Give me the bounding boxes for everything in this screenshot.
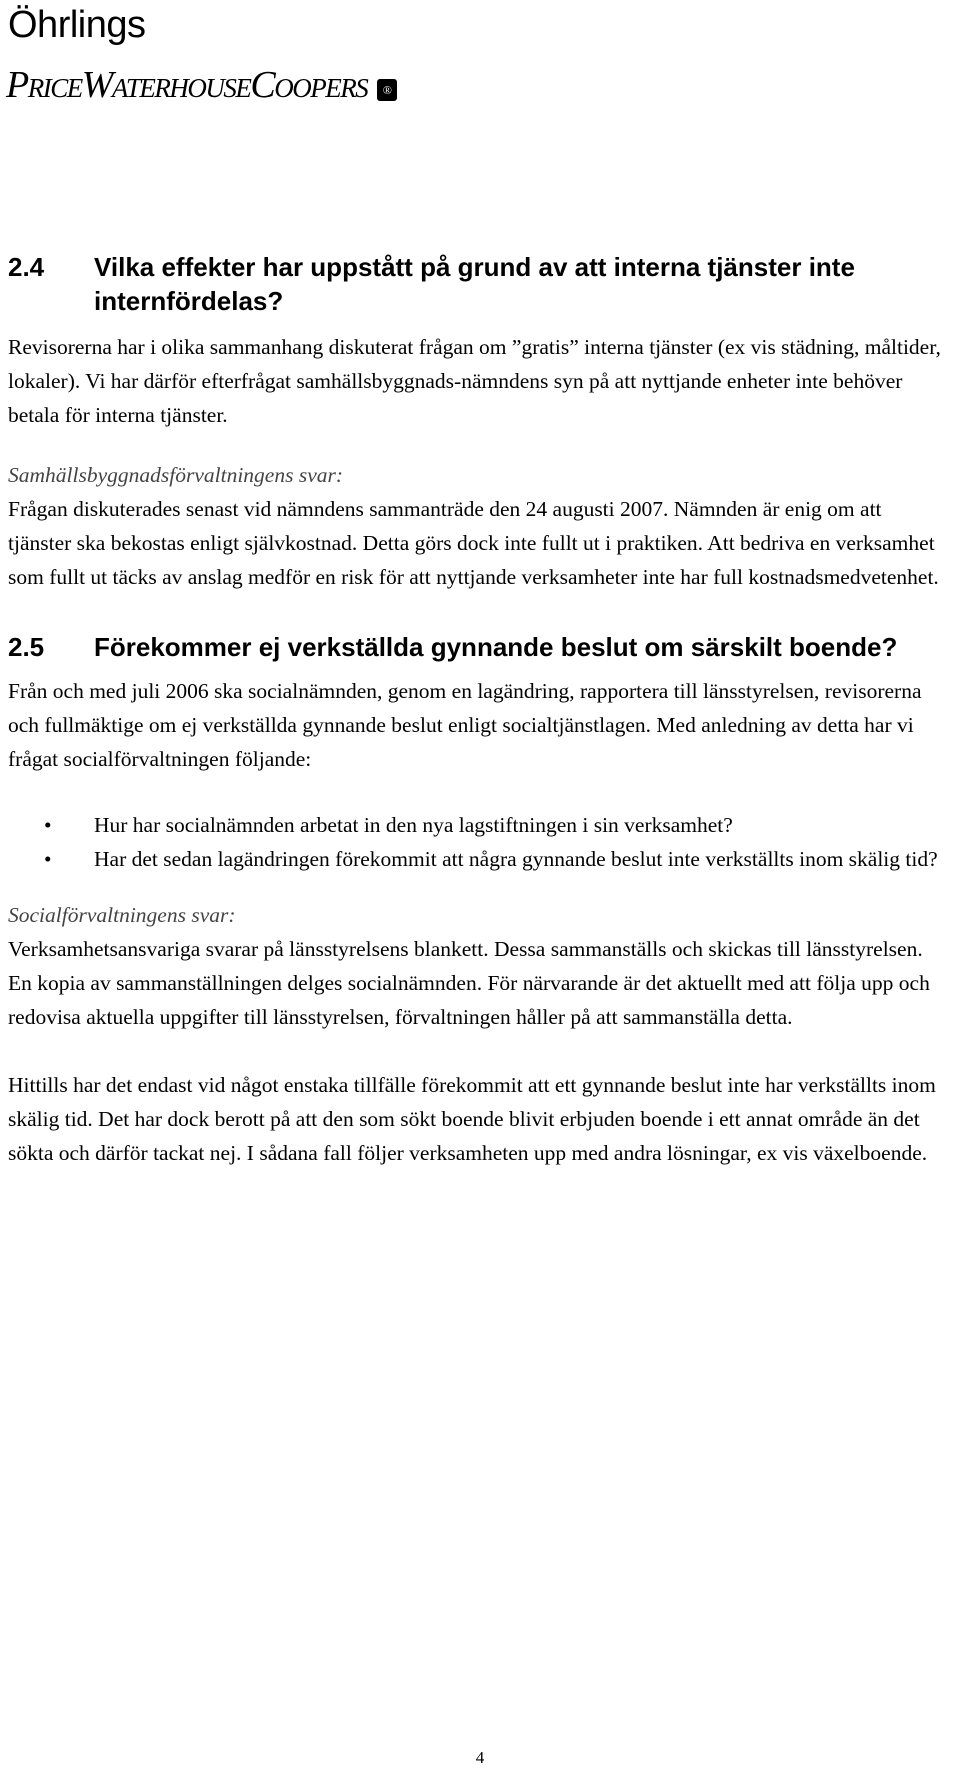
section-title: Vilka effekter har uppstått på grund av att interna tjänster inte internfördelas? [94, 252, 855, 316]
section-number: 2.4 [8, 252, 45, 282]
question-list [8, 808, 948, 876]
logo-letter: P [6, 64, 28, 106]
logo-letters: OOPERS [274, 73, 368, 103]
section-title: Förekommer ej verkställda gynnande beslut om särskilt boende? [94, 632, 898, 662]
answer-text: Frågan diskuterades senast vid nämndens sammanträde den 24 augusti 2007. Nämnden är enig om att tjänster ska bekostas enligt självkostnad. Detta görs dock inte fullt ut i praktiken. Att bedriva en verksamhet som fullt ut täcks av anslag medför en risk för att nyttjande verksamheter inte har full kostnadsmedvetenhet. [8, 497, 939, 589]
answer-text: Verksamhetsansvariga svarar på länsstyrelsens blankett. Dessa sammanställs och skickas till länsstyrelsen. En kopia av sammanställningen delges socialnämnden. För närvarande är det aktuellt med att följa upp och redovisa aktuella uppgifter till länsstyrelsen, förvaltningen håller på att sammanställa detta. [8, 937, 930, 1029]
list-item [8, 842, 948, 876]
bullet-icon: • [44, 813, 52, 837]
answer-label: Samhällsbyggnadsförvaltningens svar: [8, 463, 344, 487]
list-item-text: Hur har socialnämnden arbetat in den nya lagstiftningen i sin verksamhet? [94, 813, 733, 837]
section-heading-2-4 [8, 250, 948, 318]
pricewaterhousecoopers-logo [6, 66, 397, 104]
ohrlings-logo: Öhrlings [8, 4, 146, 46]
page-number: 4 [475, 1748, 485, 1767]
answer-label: Socialförvaltningens svar: [8, 903, 236, 927]
section-intro: Revisorerna har i olika sammanhang diskuterat frågan om ”gratis” interna tjänster (ex vis städning, måltider, lokaler). Vi har därför efterfrågat samhällsbyggnads-nämndens syn på att nyttjande enheter inte behöver betala för interna tjänster. [8, 335, 941, 427]
section-intro: Från och med juli 2006 ska socialnämnden, genom en lagändring, rapportera till länsstyrelsen, revisorerna och fullmäktige om ej verkställda gynnande beslut enligt socialtjänstlagen. Med anledning av detta har vi frågat socialförvaltningen följande: [8, 679, 922, 771]
closing-paragraph: Hittills har det endast vid något enstaka tillfälle förekommit att ett gynnande beslut inte har verkställts inom skälig tid. Det har dock berott på att den som sökt boende blivit erbjuden boende i ett annat område än det sökta och därför tackat nej. I sådana fall följer verksamheten upp med andra lösningar, ex vis växelboende. [8, 1073, 936, 1165]
logo-letter: C [250, 64, 275, 106]
section-heading-2-5 [8, 630, 948, 664]
bullet-icon: • [44, 847, 52, 871]
list-item-text: Har det sedan lagändringen förekommit att några gynnande beslut inte verkställts inom skälig tid? [94, 847, 938, 871]
list-item [8, 808, 948, 842]
document-body [8, 250, 948, 1170]
logo-letter: W [81, 64, 112, 106]
logo-letters: ATERHOUSE [111, 73, 251, 103]
logo-letters: RICE [27, 73, 82, 103]
registered-mark-icon: ® [377, 79, 397, 101]
section-number: 2.5 [8, 632, 45, 662]
